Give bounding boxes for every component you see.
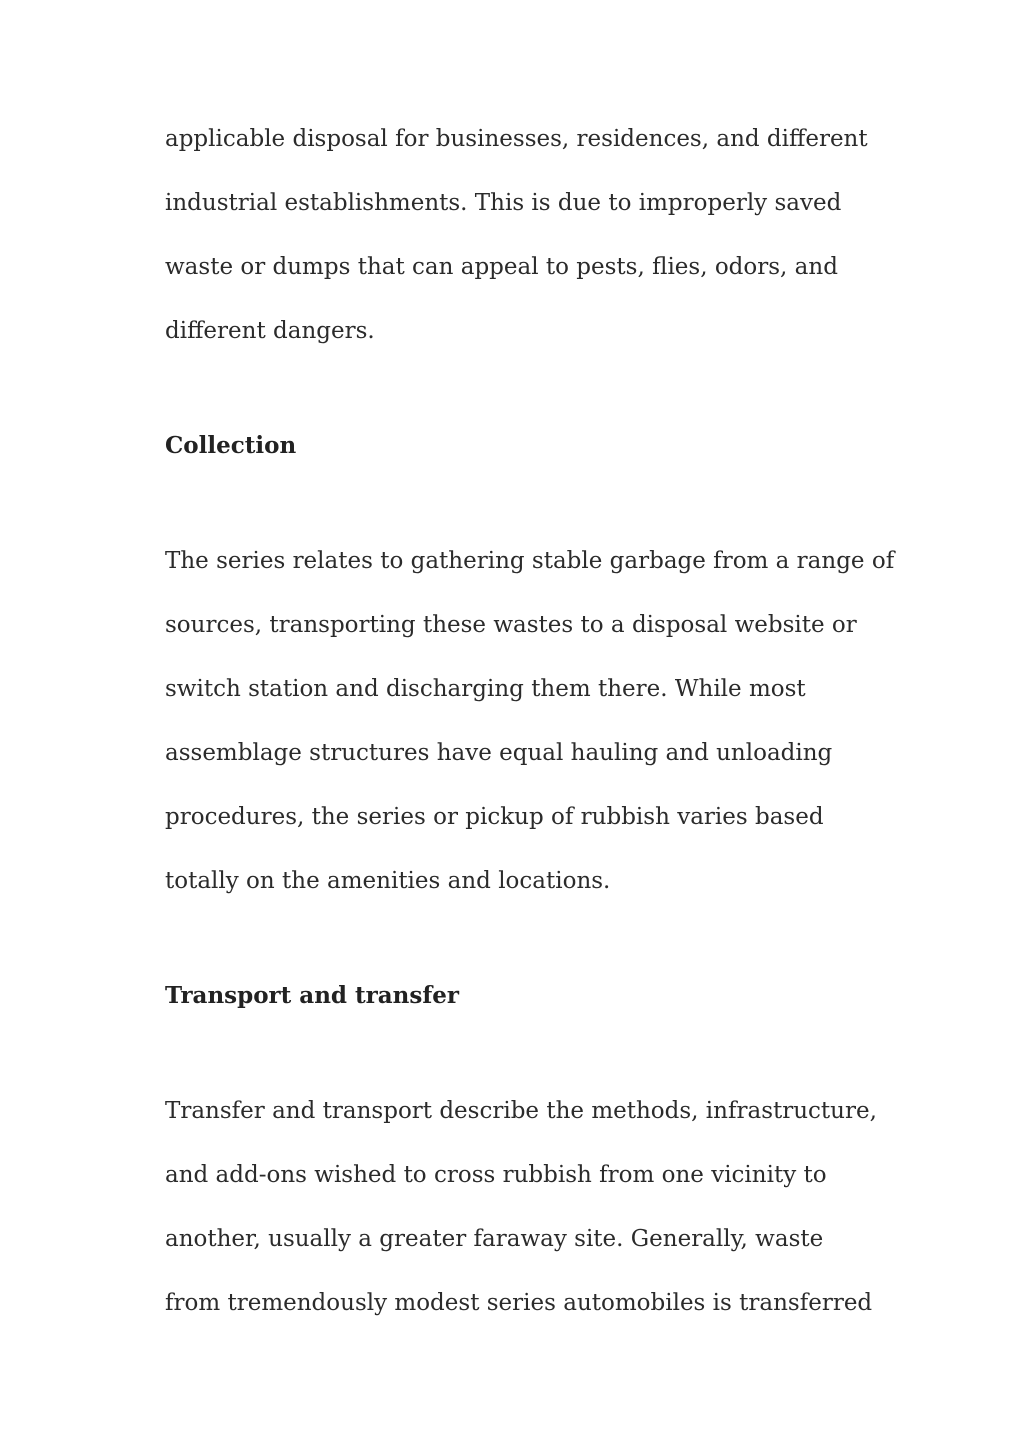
paragraph-3-line-2: and add-ons wished to cross rubbish from one vicinity to <box>165 1162 827 1188</box>
paragraph-2-line-2: sources, transporting these wastes to a disposal website or <box>165 612 857 638</box>
paragraph-2-line-6: totally on the amenities and locations. <box>165 868 611 894</box>
paragraph-2-line-5: procedures, the series or pickup of rubbish varies based <box>165 804 824 830</box>
paragraph-1-line-1: applicable disposal for businesses, residences, and different <box>165 126 868 152</box>
paragraph-2-line-3: switch station and discharging them there. While most <box>165 676 806 702</box>
paragraph-1-line-4: different dangers. <box>165 318 375 344</box>
heading-collection: Collection <box>165 432 297 459</box>
paragraph-2-line-4: assemblage structures have equal hauling and unloading <box>165 740 833 766</box>
paragraph-3-line-1: Transfer and transport describe the methods, infrastructure, <box>165 1098 877 1124</box>
paragraph-1-line-3: waste or dumps that can appeal to pests, flies, odors, and <box>165 254 838 280</box>
heading-transport-and-transfer: Transport and transfer <box>165 982 459 1009</box>
paragraph-2-line-1: The series relates to gathering stable garbage from a range of <box>165 548 895 574</box>
paragraph-3-line-3: another, usually a greater faraway site. Generally, waste <box>165 1226 824 1252</box>
paragraph-3-line-4: from tremendously modest series automobiles is transferred <box>165 1290 873 1316</box>
paragraph-1-line-2: industrial establishments. This is due to improperly saved <box>165 190 842 216</box>
